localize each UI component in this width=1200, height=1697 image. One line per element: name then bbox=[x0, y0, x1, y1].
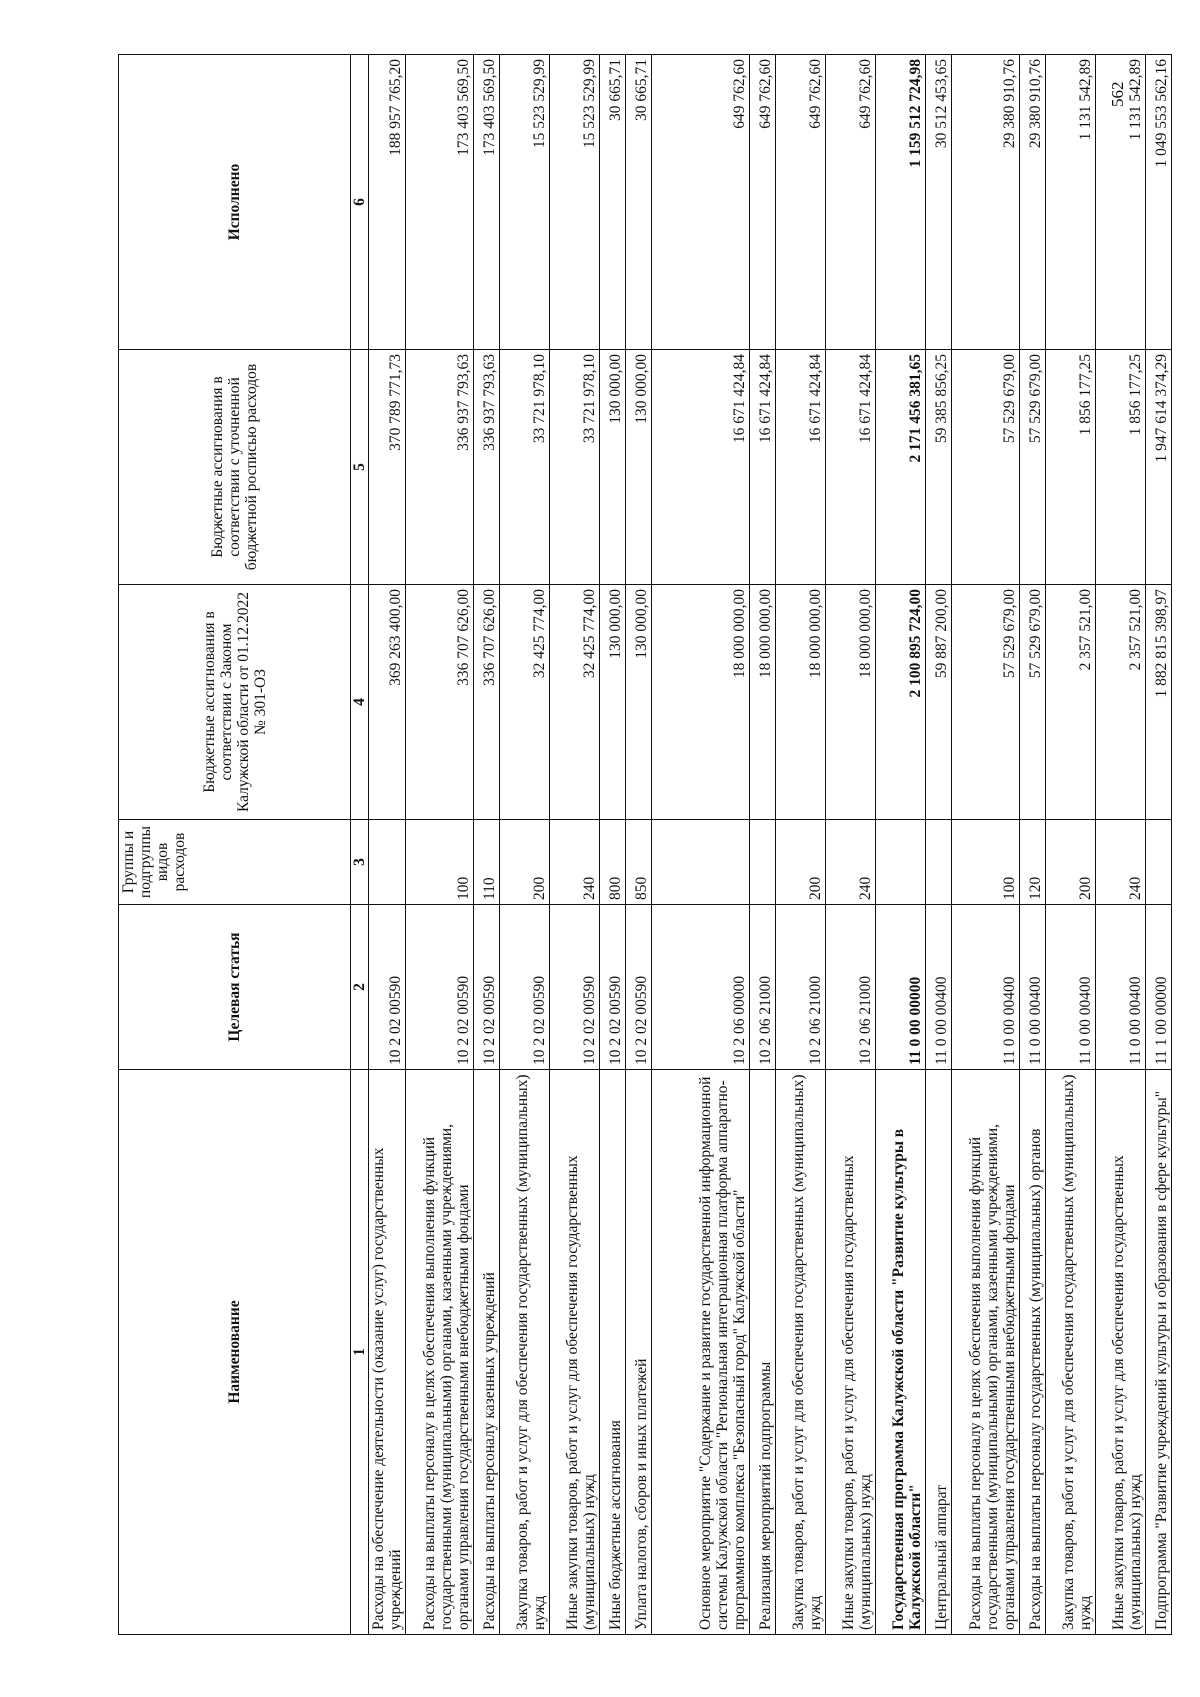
row-name: Уплата налогов, сборов и иных платежей bbox=[626, 1070, 652, 1635]
row-executed: 1 159 512 724,98 bbox=[876, 55, 926, 350]
row-target-article: 11 0 00 00400 bbox=[1096, 905, 1146, 1070]
table-row bbox=[876, 55, 926, 1635]
row-name: Государственная программа Калужской области "Развитие культуры в Калужской области" bbox=[876, 1070, 926, 1635]
row-target-article: 10 2 02 00590 bbox=[550, 905, 600, 1070]
row-updated-allocation: 33 721 978,10 bbox=[500, 350, 550, 585]
header-expense-group: Группы и подгруппы видов расходов bbox=[119, 820, 351, 905]
row-law-allocation: 1 882 815 398,97 bbox=[1146, 585, 1172, 820]
row-name: Расходы на обеспечение деятельности (оказание услуг) государственных учреждений bbox=[369, 1070, 406, 1635]
row-name: Закупка товаров, работ и услуг для обеспечения государственных (муниципальных) нужд bbox=[500, 1070, 550, 1635]
row-updated-allocation: 16 671 424,84 bbox=[750, 350, 776, 585]
row-expense-group: 240 bbox=[826, 820, 876, 905]
table-row bbox=[1096, 55, 1146, 1635]
header-name: Наименование bbox=[119, 1070, 351, 1635]
row-law-allocation: 32 425 774,00 bbox=[550, 585, 600, 820]
row-executed: 30 665,71 bbox=[600, 55, 626, 350]
row-executed: 173 403 569,50 bbox=[474, 55, 500, 350]
row-expense-group: 800 bbox=[600, 820, 626, 905]
row-updated-allocation: 16 671 424,84 bbox=[652, 350, 750, 585]
row-expense-group: 100 bbox=[952, 820, 1020, 905]
row-name: Расходы на выплаты персоналу в целях обеспечения выполнения функций государственными (муниципальными) органами, казенными учреждениями, органами управления государственными внебюджетными фондами bbox=[952, 1070, 1020, 1635]
row-expense-group: 200 bbox=[500, 820, 550, 905]
column-number: 6 bbox=[351, 55, 369, 350]
table-row bbox=[826, 55, 876, 1635]
row-name: Иные бюджетные ассигнования bbox=[600, 1070, 626, 1635]
row-target-article: 10 2 06 21000 bbox=[776, 905, 826, 1070]
row-executed: 29 380 910,76 bbox=[952, 55, 1020, 350]
row-law-allocation: 59 887 200,00 bbox=[926, 585, 952, 820]
row-expense-group: 850 bbox=[626, 820, 652, 905]
row-expense-group bbox=[369, 820, 406, 905]
row-expense-group: 240 bbox=[1096, 820, 1146, 905]
row-target-article: 11 1 00 00000 bbox=[1146, 905, 1172, 1070]
row-target-article: 10 2 02 00590 bbox=[474, 905, 500, 1070]
column-number: 2 bbox=[351, 905, 369, 1070]
table-row bbox=[500, 55, 550, 1635]
row-executed: 649 762,60 bbox=[776, 55, 826, 350]
row-updated-allocation: 130 000,00 bbox=[600, 350, 626, 585]
table-row bbox=[369, 55, 406, 1635]
row-target-article: 10 2 02 00590 bbox=[600, 905, 626, 1070]
table-row bbox=[1146, 55, 1172, 1635]
row-expense-group bbox=[926, 820, 952, 905]
row-updated-allocation: 370 789 771,73 bbox=[369, 350, 406, 585]
row-updated-allocation: 336 937 793,63 bbox=[474, 350, 500, 585]
row-law-allocation: 336 707 626,00 bbox=[474, 585, 500, 820]
row-law-allocation: 18 000 000,00 bbox=[652, 585, 750, 820]
row-name: Основное мероприятие "Содержание и развитие государственной информационной системы Калужской области "Региональная интеграционная платформа аппаратно-программного комплекса "Безопасный город" Калужской области" bbox=[652, 1070, 750, 1635]
column-number: 5 bbox=[351, 350, 369, 585]
row-target-article: 11 0 00 00400 bbox=[926, 905, 952, 1070]
row-name: Закупка товаров, работ и услуг для обеспечения государственных (муниципальных) нужд bbox=[776, 1070, 826, 1635]
budget-table bbox=[118, 54, 1172, 1635]
row-target-article: 10 2 02 00590 bbox=[406, 905, 474, 1070]
row-name: Иные закупки товаров, работ и услуг для обеспечения государственных (муниципальных) нужд bbox=[1096, 1070, 1146, 1635]
header-law-allocation: Бюджетные ассигнования в соответствии с Законом Калужской области от 01.12.2022 № 301-ОЗ bbox=[119, 585, 351, 820]
column-number: 1 bbox=[351, 1070, 369, 1635]
table-row bbox=[926, 55, 952, 1635]
row-name: Расходы на выплаты персоналу в целях обеспечения выполнения функций государственными (муниципальными) органами, казенными учреждениями, органами управления государственными внебюджетными фондами bbox=[406, 1070, 474, 1635]
row-expense-group: 120 bbox=[1020, 820, 1046, 905]
row-executed: 649 762,60 bbox=[750, 55, 776, 350]
row-law-allocation: 32 425 774,00 bbox=[500, 585, 550, 820]
row-executed: 15 523 529,99 bbox=[550, 55, 600, 350]
row-name: Иные закупки товаров, работ и услуг для обеспечения государственных (муниципальных) нужд bbox=[826, 1070, 876, 1635]
row-executed: 30 512 453,65 bbox=[926, 55, 952, 350]
table-row bbox=[550, 55, 600, 1635]
page-number: 562 bbox=[1108, 81, 1127, 107]
row-executed: 15 523 529,99 bbox=[500, 55, 550, 350]
row-law-allocation: 2 100 895 724,00 bbox=[876, 585, 926, 820]
table-row bbox=[652, 55, 750, 1635]
row-law-allocation: 57 529 679,00 bbox=[1020, 585, 1046, 820]
row-law-allocation: 369 263 400,00 bbox=[369, 585, 406, 820]
row-law-allocation: 57 529 679,00 bbox=[952, 585, 1020, 820]
row-executed: 1 131 542,89 bbox=[1046, 55, 1096, 350]
row-executed: 29 380 910,76 bbox=[1020, 55, 1046, 350]
table-row bbox=[1020, 55, 1046, 1635]
row-target-article: 11 0 00 00400 bbox=[952, 905, 1020, 1070]
row-updated-allocation: 1 947 614 374,29 bbox=[1146, 350, 1172, 585]
row-expense-group: 240 bbox=[550, 820, 600, 905]
table-body bbox=[369, 55, 1172, 1635]
row-name: Иные закупки товаров, работ и услуг для обеспечения государственных (муниципальных) нужд bbox=[550, 1070, 600, 1635]
table-row bbox=[406, 55, 474, 1635]
row-executed: 173 403 569,50 bbox=[406, 55, 474, 350]
table-row bbox=[952, 55, 1020, 1635]
row-target-article: 11 0 00 00400 bbox=[1020, 905, 1046, 1070]
row-executed: 649 762,60 bbox=[826, 55, 876, 350]
row-updated-allocation: 1 856 177,25 bbox=[1096, 350, 1146, 585]
row-expense-group: 100 bbox=[406, 820, 474, 905]
row-law-allocation: 130 000,00 bbox=[626, 585, 652, 820]
row-name: Закупка товаров, работ и услуг для обеспечения государственных (муниципальных) нужд bbox=[1046, 1070, 1096, 1635]
row-law-allocation: 18 000 000,00 bbox=[776, 585, 826, 820]
row-law-allocation: 18 000 000,00 bbox=[826, 585, 876, 820]
row-updated-allocation: 57 529 679,00 bbox=[952, 350, 1020, 585]
column-number-row bbox=[351, 55, 369, 1635]
header-updated-allocation: Бюджетные ассигнования в соответствии с уточненной бюджетной росписью расходов bbox=[119, 350, 351, 585]
row-updated-allocation: 130 000,00 bbox=[626, 350, 652, 585]
column-number: 3 bbox=[351, 820, 369, 905]
row-law-allocation: 2 357 521,00 bbox=[1046, 585, 1096, 820]
row-name: Центральный аппарат bbox=[926, 1070, 952, 1635]
row-expense-group: 110 bbox=[474, 820, 500, 905]
header-executed: Исполнено bbox=[119, 55, 351, 350]
table-row bbox=[776, 55, 826, 1635]
table-row bbox=[1046, 55, 1096, 1635]
row-executed: 1 049 553 562,16 bbox=[1146, 55, 1172, 350]
row-target-article: 10 2 02 00590 bbox=[500, 905, 550, 1070]
table-row bbox=[474, 55, 500, 1635]
row-expense-group bbox=[750, 820, 776, 905]
row-target-article: 10 2 06 21000 bbox=[750, 905, 776, 1070]
row-target-article: 10 2 06 21000 bbox=[826, 905, 876, 1070]
row-updated-allocation: 2 171 456 381,65 bbox=[876, 350, 926, 585]
row-expense-group bbox=[652, 820, 750, 905]
row-expense-group: 200 bbox=[776, 820, 826, 905]
row-updated-allocation: 16 671 424,84 bbox=[826, 350, 876, 585]
row-target-article: 10 2 06 00000 bbox=[652, 905, 750, 1070]
row-updated-allocation: 33 721 978,10 bbox=[550, 350, 600, 585]
row-law-allocation: 18 000 000,00 bbox=[750, 585, 776, 820]
row-updated-allocation: 59 385 856,25 bbox=[926, 350, 952, 585]
row-expense-group bbox=[876, 820, 926, 905]
row-executed: 649 762,60 bbox=[652, 55, 750, 350]
row-expense-group bbox=[1146, 820, 1172, 905]
row-name: Подпрограмма "Развитие учреждений культуры и образования в сфере культуры" bbox=[1146, 1070, 1172, 1635]
row-law-allocation: 336 707 626,00 bbox=[406, 585, 474, 820]
table-row bbox=[600, 55, 626, 1635]
row-executed: 1 131 542,89 bbox=[1096, 55, 1146, 350]
table-row bbox=[750, 55, 776, 1635]
row-target-article: 11 0 00 00000 bbox=[876, 905, 926, 1070]
row-name: Расходы на выплаты персоналу казенных учреждений bbox=[474, 1070, 500, 1635]
row-target-article: 10 2 02 00590 bbox=[369, 905, 406, 1070]
header-row bbox=[119, 55, 351, 1635]
row-law-allocation: 2 357 521,00 bbox=[1096, 585, 1146, 820]
table-row bbox=[626, 55, 652, 1635]
column-number: 4 bbox=[351, 585, 369, 820]
row-executed: 188 957 765,20 bbox=[369, 55, 406, 350]
row-target-article: 10 2 02 00590 bbox=[626, 905, 652, 1070]
row-updated-allocation: 336 937 793,63 bbox=[406, 350, 474, 585]
row-updated-allocation: 16 671 424,84 bbox=[776, 350, 826, 585]
row-executed: 30 665,71 bbox=[626, 55, 652, 350]
header-target-article: Целевая статья bbox=[119, 905, 351, 1070]
row-target-article: 11 0 00 00400 bbox=[1046, 905, 1096, 1070]
row-expense-group: 200 bbox=[1046, 820, 1096, 905]
row-updated-allocation: 57 529 679,00 bbox=[1020, 350, 1046, 585]
row-updated-allocation: 1 856 177,25 bbox=[1046, 350, 1096, 585]
row-name: Реализация мероприятий подпрограммы bbox=[750, 1070, 776, 1635]
row-name: Расходы на выплаты персоналу государственных (муниципальных) органов bbox=[1020, 1070, 1046, 1635]
row-law-allocation: 130 000,00 bbox=[600, 585, 626, 820]
